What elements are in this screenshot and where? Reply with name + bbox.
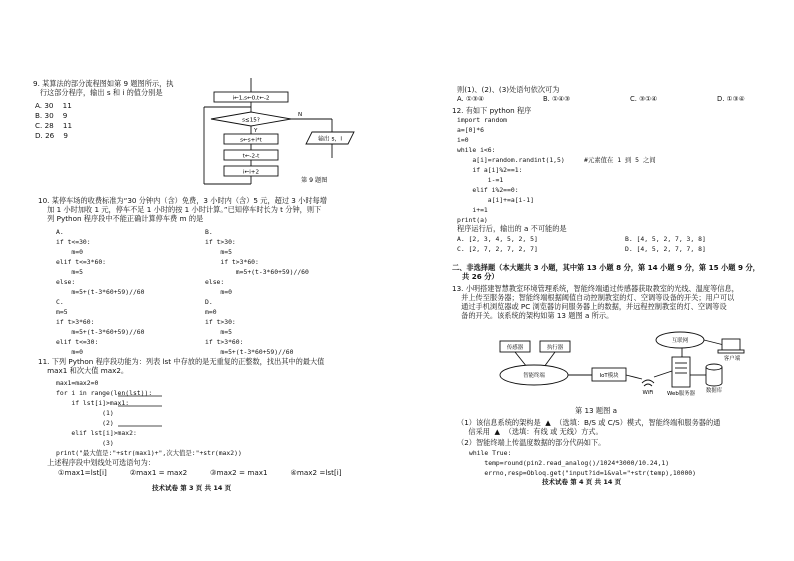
q9-option-a: A. 30 11 — [35, 101, 72, 110]
q9-flowchart — [196, 78, 386, 190]
flow-condition: s≤15? — [242, 117, 260, 124]
q13-part-2: （2）智能终端上传温度数据的部分代码如下。 — [457, 438, 606, 447]
q9-option-c: C. 28 11 — [35, 121, 73, 130]
q13-part-1: （1）该信息系统的架构是 ▲ （选填：B/S 或 C/S）模式，智能终端和服务器的通 信采用 ▲ （选填：有线 或 无线）方式。 — [457, 418, 721, 436]
q10-option-d: D. m=0 if t>30: m=5 if t>3*60: m=5+(t-3*60+59)//60 — [205, 298, 294, 356]
q12-ask: 程序运行后，输出的 a 不可能的是 — [457, 224, 567, 233]
q13-stem: 13. 小明搭建智慧教室环境管理系统，智能终端通过传感器获取教室的光线、温度等信息， 并上传至服务器；智能终端根据阈值自动控制教室的灯、空调等设备的开关；用户可以 通过手机浏览器或 PC 浏览器访问服务器上的数据，并远程控制教室的灯、空调等设 备的开关。该系统的架构如第 13 题图 a 所示。 — [452, 284, 739, 320]
diagram-internet: 互联网 — [671, 338, 689, 344]
flow-step-3: i←i+2 — [242, 169, 260, 176]
q12-option-b: B. [4, 5, 2, 7, 3, 8] — [625, 235, 706, 243]
flow-step-2: t←-2-t — [242, 153, 260, 160]
q11-blank-lines — [110, 386, 170, 446]
q9-option-b: B. 30 9 — [35, 111, 68, 120]
section-2-heading: 二、非选择题（本大题共 3 小题，其中第 13 小题 8 分，第 14 小题 9 分，第 15 小题 9 分， 共 26 分） — [452, 263, 760, 281]
diagram-web-server: Web服务器 — [667, 391, 695, 397]
right-page — [397, 0, 794, 561]
q13-architecture-diagram — [492, 327, 762, 409]
q10-option-c: C. m=5 if t>3*60: m=5+(t-3*60+59)//60 elif t<=30: m=0 — [56, 298, 145, 356]
q11-choices: ①max1=lst[i] ②max1 = max2 ③max2 = max1 ④max2 =lst[i] — [58, 468, 342, 477]
q11-tail: 则(1)、(2)、(3)处语句依次可为 — [457, 85, 560, 94]
q12-stem: 12. 有如下 python 程序 — [452, 106, 532, 115]
left-footer: 技术试卷 第 3 页 共 14 页 — [152, 484, 232, 492]
diagram-iot-module: IoT模块 — [599, 373, 619, 379]
q12-code: import random a=[0]*6 i=0 while i<6: a[i]=random.randint(1,5) #元素值在 1 到 5 之间 if a[i]%2==1: i-=1 elif i%2==0: a[i]+=a[i-1] i+=1 print(a) — [457, 116, 656, 224]
q10-option-b: B. if t>30: m=5 if t>3*60: m=5+(t-3*60+59)//60 else: m=0 — [205, 228, 309, 296]
diagram-smart-terminal: 智能终端 — [523, 373, 545, 379]
q11-option-d: D. ①③④ — [717, 95, 745, 103]
q9-figure-caption: 第 9 题图 — [301, 177, 328, 184]
q12-option-c: C. [2, 7, 2, 7, 2, 7] — [457, 245, 538, 253]
diagram-sensor: 传感器 — [506, 345, 524, 351]
flow-yes-label: Y — [254, 128, 258, 134]
q11-code: max1=max2=0 for i in range(len(lst)): if lst[i]>max1: (1) (2) elif lst[i]>max2: (3) print("最大值是:"+str(max1)+",次大值是:"+str(max2)) — [56, 379, 242, 457]
q9-stem: 9. 某算法的部分流程图如第 9 题图所示，执 行这部分程序，输出 s 和 i 的值分别是 — [33, 79, 174, 97]
q11-option-c: C. ③①④ — [630, 95, 658, 103]
diagram-actuator: 执行器 — [546, 345, 564, 351]
q13-code: while True: temp=round(pin2.read_analog()/1024*3000/10.24,1) errno,resp=Obloq.get("input?id=1&val="+str(temp),10000) — [469, 449, 697, 477]
flow-output: 输出 s，i — [318, 136, 342, 143]
q10-option-a: A. if t<=30: m=0 elif t<=3*60: m=5 else: m=5+(t-3*60+59)//60 — [56, 228, 145, 296]
flow-step-1: s←s+i*t — [240, 137, 262, 144]
q11-stem: 11. 下列 Python 程序段功能为：列表 lst 中存放的是无重复的正整数，找出其中的最大值 max1 和次大值 max2。 — [38, 357, 325, 375]
diagram-wifi: WiFi — [642, 390, 654, 396]
flow-no-label: N — [298, 112, 303, 118]
q13-figure-caption: 第 13 题图 a — [575, 406, 617, 415]
q12-option-d: D. [4, 5, 2, 7, 7, 8] — [625, 245, 706, 253]
q9-option-d: D. 26 9 — [35, 131, 68, 140]
q11-option-b: B. ①④③ — [543, 95, 571, 103]
flow-init: i←1,s←0,t←-2 — [232, 95, 270, 102]
diagram-client: 客户端 — [723, 356, 741, 362]
q12-option-a: A. [2, 3, 4, 5, 2, 5] — [457, 235, 538, 243]
q10-stem: 10. 某停车场的收费标准为“30 分钟内（含）免费，3 小时内（含）5 元，超过 3 小时每增 加 1 小时加收 1 元，停车不足 1 小时的按 1 小时计算。”已知停车时长为 t 分钟，则下 列 Python 程序段中不能正确计算停车费 m 的是 — [38, 196, 327, 223]
q11-option-a: A. ①③④ — [457, 95, 485, 103]
q11-ask: 上述程序段中划线处可选语句为： — [38, 458, 155, 467]
diagram-database: 数据库 — [705, 388, 723, 394]
right-footer: 技术试卷 第 4 页 共 14 页 — [542, 478, 622, 486]
